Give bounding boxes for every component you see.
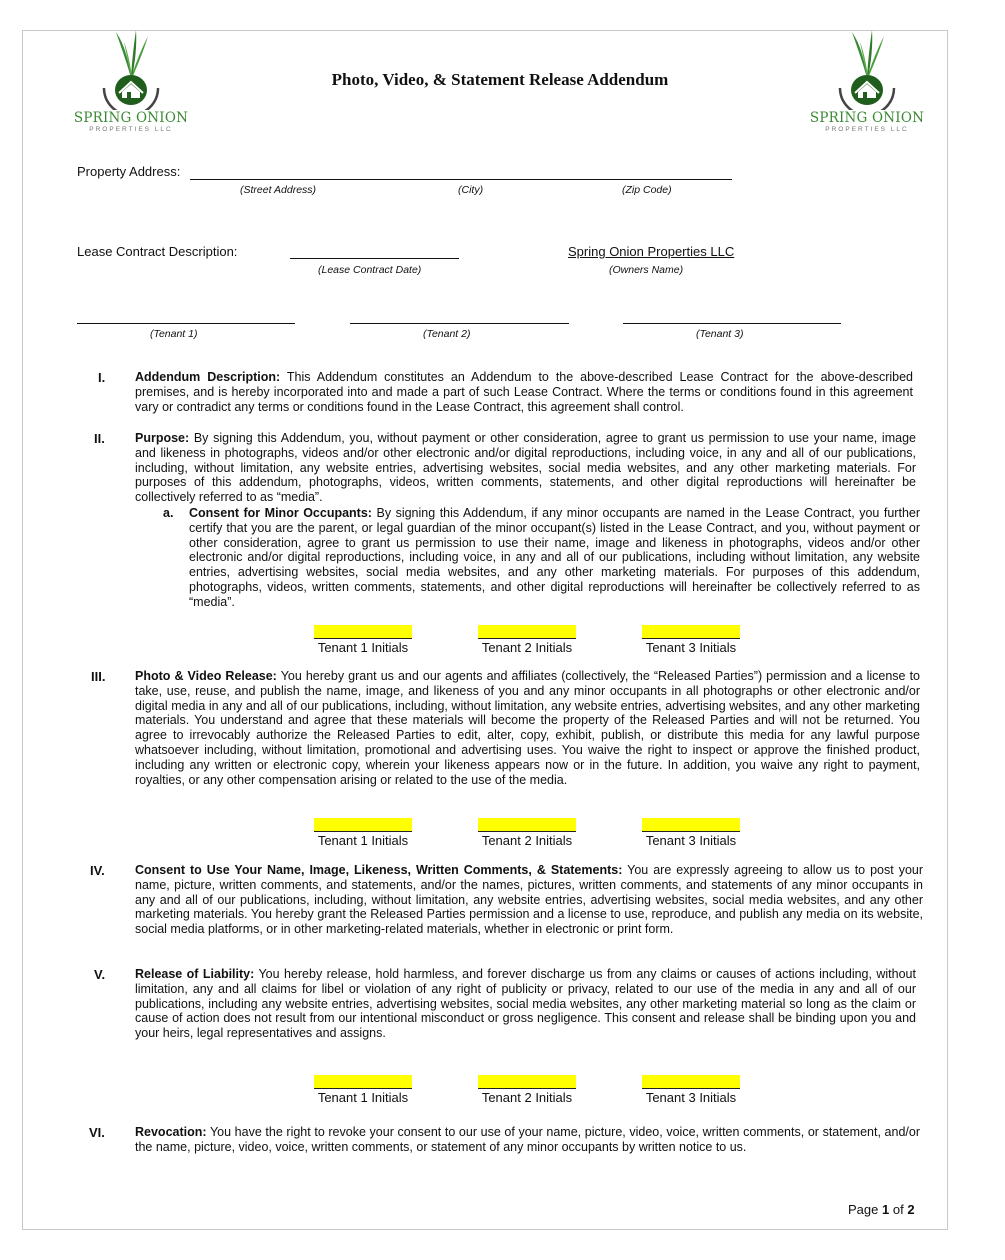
total-pages: 2 <box>907 1202 915 1217</box>
of-word: of <box>892 1202 904 1217</box>
initials-row <box>0 1075 1000 1103</box>
initials-label: Tenant 1 Initials <box>317 1090 409 1105</box>
initials-label: Tenant 3 Initials <box>645 833 737 848</box>
initials-label: Tenant 3 Initials <box>645 1090 737 1105</box>
city-caption: (City) <box>458 184 484 196</box>
section-number: IV. <box>90 863 105 878</box>
initials-row <box>0 625 1000 653</box>
section-number: II. <box>94 431 105 446</box>
initials-highlight-field[interactable] <box>642 1075 740 1089</box>
tenant-2-caption: (Tenant 2) <box>423 328 471 340</box>
section-heading: Revocation: <box>135 1125 207 1139</box>
logo-name-text: SPRING ONION <box>73 110 189 126</box>
tenant-2-initials[interactable] <box>478 1075 576 1105</box>
tenant-2-initials[interactable] <box>478 818 576 848</box>
section-body: By signing this Addendum, you, without payment or other consideration, agree to grant us permission to use your name, image and likeness in photographs, videos and/or other electronic and/or digital reproductions, including voice, in any and all of our publications, including, without limitation, any website entries, advertising websites, social media websites, and any other marketing materials. For purposes of this addendum, photographs, videos, written comments, statements, and other digital reproductions will hereinafter be collectively referred to as “media”. <box>135 431 916 505</box>
section-heading: Release of Liability: <box>135 967 255 981</box>
section-heading: Consent to Use Your Name, Image, Likeness, Written Comments, & Statements: <box>135 863 623 877</box>
logo-sub-text: PROPERTIES LLC <box>89 126 173 133</box>
section-heading: Purpose: <box>135 431 190 445</box>
page-word: Page <box>848 1202 879 1217</box>
initials-label: Tenant 1 Initials <box>317 833 409 848</box>
tenant-3-caption: (Tenant 3) <box>696 328 744 340</box>
section-consent-to-use <box>135 863 923 937</box>
section-number: VI. <box>89 1125 105 1140</box>
initials-highlight-field[interactable] <box>478 818 576 832</box>
section-release-of-liability <box>135 967 916 1041</box>
initials-highlight-field[interactable] <box>314 1075 412 1089</box>
section-body: You hereby release, hold harmless, and forever discharge us from any claims or causes of actions including, without limitation, any and all claims for libel or violation of any right of publicity or privacy, related to our use of the media in any and all of our publications, including any website entries, advertising websites, social media websites, any other marketing material so long as the claim or cause of action does not result from our intentional misconduct or gross negligence. This consent and release shall be binding upon you and your heirs, legal representatives and assigns. <box>135 967 916 1041</box>
section-number: V. <box>94 967 106 982</box>
initials-label: Tenant 3 Initials <box>645 640 737 655</box>
initials-label: Tenant 2 Initials <box>481 833 573 848</box>
zip-code-caption: (Zip Code) <box>622 184 672 196</box>
initials-highlight-field[interactable] <box>314 625 412 639</box>
initials-label: Tenant 2 Initials <box>481 1090 573 1105</box>
tenant-2-initials[interactable] <box>478 625 576 655</box>
owners-name-caption: (Owners Name) <box>609 264 684 276</box>
tenant-1-initials[interactable] <box>314 818 412 848</box>
section-heading: Photo & Video Release: <box>135 669 277 683</box>
tenant-1-caption: (Tenant 1) <box>150 328 198 340</box>
initials-highlight-field[interactable] <box>642 818 740 832</box>
section-addendum-description <box>135 370 913 414</box>
lease-contract-date-caption: (Lease Contract Date) <box>318 264 422 276</box>
section-body: You hereby grant us and our agents and affiliates (collectively, the “Released Parties”) permission and a license to take, use, reuse, and publish the name, image, and likeness of you and any minor occupants in all photographs or other electronic and/or digital media in any and all of our publications, including, without limitation, any website entries, advertising websites, and any other marketing materials. You understand and agree that these materials will become the property of the Released Parties and will not be returned. You agree to irrevocably authorize the Released Parties to edit, alter, copy, exhibit, publish, or distribute this media for any lawful purpose whatsoever including, without limitation, promotional and advertising uses. You waive the right to inspect or approve the finished product, including any written or electronic copy, wherein your likeness appears now or in the future. In addition, you waive any right to payment, royalties, or any other compensation arising or related to the use of the media. <box>135 669 920 787</box>
document-title: Photo, Video, & Statement Release Addendum <box>331 70 669 89</box>
tenant-1-field[interactable] <box>77 323 295 324</box>
section-revocation <box>135 1125 920 1155</box>
initials-label: Tenant 1 Initials <box>317 640 409 655</box>
tenant-1-initials[interactable] <box>314 1075 412 1105</box>
section-number: III. <box>91 669 106 684</box>
initials-highlight-field[interactable] <box>642 625 740 639</box>
tenant-2-field[interactable] <box>350 323 569 324</box>
initials-highlight-field[interactable] <box>314 818 412 832</box>
lease-contract-label: Lease Contract Description: <box>77 244 238 259</box>
tenant-3-field[interactable] <box>623 323 841 324</box>
logo-name-text: SPRING ONION <box>809 110 925 126</box>
section-body: This Addendum constitutes an Addendum to the above-described Lease Contract for the above-described premises, and is hereby incorporated into and made a part of such Lease Contract. Where the terms or conditions found in this agreement vary or contradict any terms or conditions found in the Lease Contract, this agreement shall control. <box>135 370 914 414</box>
section-photo-video-release <box>135 669 920 787</box>
section-body: You have the right to revoke your consent to our use of your name, picture, video, voice, written comments, or statement, and/or the name, picture, video, voice, written comments, or statement of any minor occupants by written notice to us. <box>135 1125 920 1154</box>
initials-label: Tenant 2 Initials <box>481 640 573 655</box>
initials-highlight-field[interactable] <box>478 1075 576 1089</box>
page-number <box>848 1202 915 1217</box>
property-address-label: Property Address: <box>77 164 181 179</box>
tenant-3-initials[interactable] <box>642 818 740 848</box>
section-purpose <box>135 431 916 505</box>
section-number: I. <box>98 370 106 385</box>
logo-sub-text: PROPERTIES LLC <box>825 126 909 133</box>
initials-highlight-field[interactable] <box>478 625 576 639</box>
street-address-caption: (Street Address) <box>240 184 317 196</box>
lease-contract-date-field[interactable] <box>290 258 459 259</box>
section-heading: Consent for Minor Occupants: <box>189 506 372 520</box>
section-body: By signing this Addendum, if any minor occupants are named in the Lease Contract, you further certify that you are the parent, or legal guardian of the minor occupant(s) listed in the Lease Contract, and you, without payment or other consideration, agree to grant us permission to use their name, image and likeness in photographs, videos and/or other electronic and/or digital reproductions, including voice, in any and all of our publications, including without limitation, any website entries, advertising websites, social media websites, and any other marketing materials. For purposes of this addendum, photographs, videos, written comments, statements, and other digital reproductions will hereinafter be collectively referred to as “media”. <box>189 506 921 609</box>
tenant-3-initials[interactable] <box>642 1075 740 1105</box>
owners-name-value: Spring Onion Properties LLC <box>568 244 735 259</box>
tenant-3-initials[interactable] <box>642 625 740 655</box>
current-page: 1 <box>882 1202 890 1217</box>
initials-row <box>0 818 1000 846</box>
section-body: You are expressly agreeing to allow us to post your name, picture, written comments, and statements, and/or the names, pictures, written comments, and statements of any minor occupants in any and all of our publications, including, without limitation, any website entries, advertising websites, social media websites, and any other marketing materials. You hereby grant the Released Parties permission and a license to use, reproduce, and publish any media on its website, social media platforms, or in other marketing-related materials, whether in electronic or print form. <box>135 863 924 937</box>
property-address-field[interactable] <box>190 179 732 180</box>
tenant-1-initials[interactable] <box>314 625 412 655</box>
subsection-letter: a. <box>163 506 174 520</box>
section-heading: Addendum Description: <box>135 370 281 384</box>
subsection-consent-minor-occupants <box>189 506 920 610</box>
